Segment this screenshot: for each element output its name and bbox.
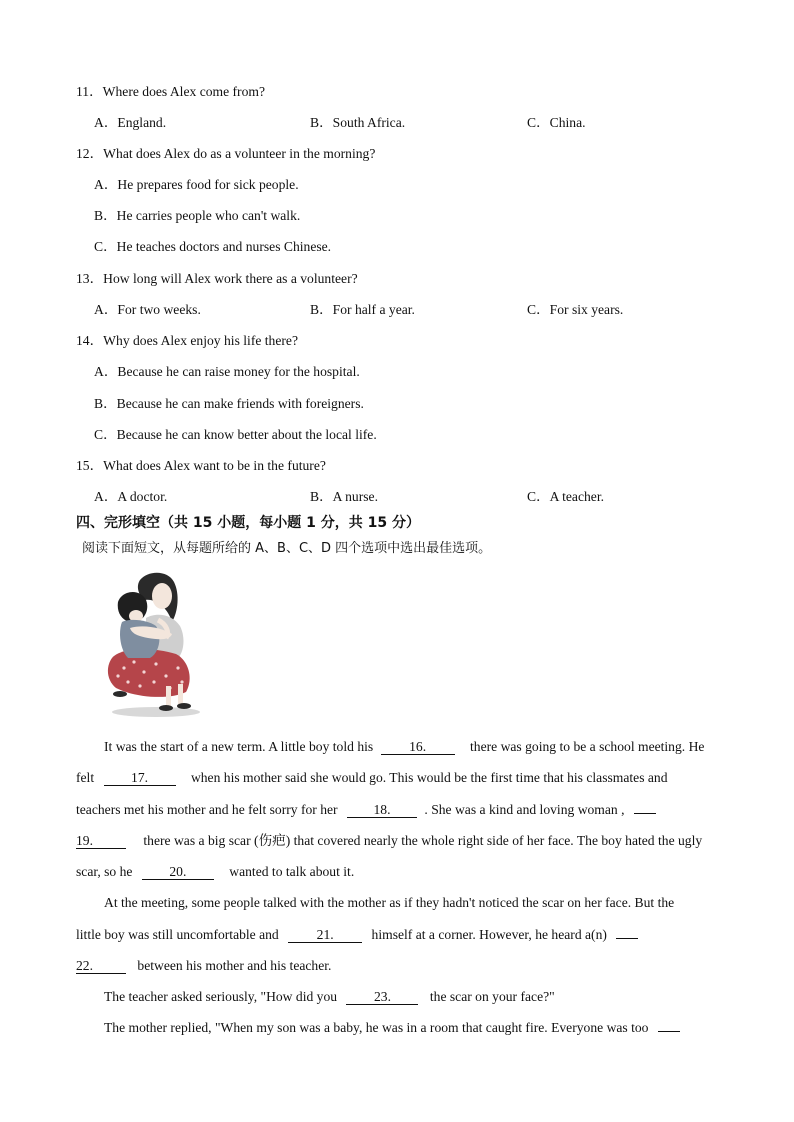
blank-17: 17. — [104, 770, 176, 786]
text-fragment: felt — [76, 770, 95, 785]
q11-option-c: C．China. — [527, 115, 586, 130]
question-13-stem: 13．How long will Alex work there as a volunteer? — [76, 271, 358, 286]
blank-24-start — [658, 1031, 680, 1032]
q12-option-a: A．He prepares food for sick people. — [94, 177, 299, 192]
q13-option-a: A．For two weeks. — [94, 302, 201, 317]
q15-option-c: C．A teacher. — [527, 489, 605, 504]
passage-line-9 — [104, 988, 555, 1006]
section-title: 四、完形填空（共 15 小题，每小题 1 分，共 15 分） — [76, 515, 420, 531]
q11-option-b: B．South Africa. — [310, 115, 406, 130]
q12-option-b: B．He carries people who can't walk. — [94, 208, 301, 223]
passage-line-10 — [104, 1019, 680, 1037]
blank-20: 20. — [142, 864, 214, 880]
blank-16: 16. — [381, 739, 455, 755]
q13-option-b: B．For half a year. — [310, 302, 415, 317]
passage-line-2 — [76, 769, 668, 787]
mother-hugging-child-illustration — [100, 568, 206, 720]
blank-21: 21. — [288, 927, 362, 943]
text-fragment: little boy was still uncomfortable and — [76, 927, 279, 942]
text-fragment: The teacher asked seriously, "How did you — [104, 989, 338, 1004]
q12-option-c: C．He teaches doctors and nurses Chinese. — [94, 239, 332, 254]
passage-line-1 — [104, 738, 704, 756]
text-fragment: there was going to be a school meeting. He — [470, 739, 705, 754]
text-fragment: . She was a kind and loving woman , — [424, 802, 625, 817]
question-15-stem: 15．What does Alex want to be in the future? — [76, 458, 326, 473]
passage-line-8 — [76, 957, 331, 975]
text-fragment: there was a big scar (伤疤) that covered nearly the whole right side of her face. The boy hated the ugly — [143, 833, 703, 848]
text-fragment: The mother replied, "When my son was a baby, he was in a room that caught fire. Everyone was too — [104, 1020, 649, 1035]
q13-option-c: C．For six years. — [527, 302, 624, 317]
passage-line-6: At the meeting, some people talked with the mother as if they hadn't noticed the scar on her face. But the — [104, 895, 675, 910]
blank-23: 23. — [346, 989, 418, 1005]
blank-19-start — [634, 813, 656, 814]
text-fragment: It was the start of a new term. A little boy told his — [104, 739, 374, 754]
blank-22-start — [616, 938, 638, 939]
text-fragment: when his mother said she would go. This would be the first time that his classmates and — [190, 770, 668, 785]
blank-19: 19. — [76, 833, 126, 849]
q14-option-b: B．Because he can make friends with foreigners. — [94, 396, 364, 411]
question-11-stem: 11．Where does Alex come from? — [76, 84, 265, 99]
text-fragment: scar, so he — [76, 864, 133, 879]
text-fragment: teachers met his mother and he felt sorry for her — [76, 802, 338, 817]
text-fragment: himself at a corner. However, he heard a(n) — [371, 927, 607, 942]
text-fragment: between his mother and his teacher. — [137, 958, 332, 973]
blank-18: 18. — [347, 802, 417, 818]
passage-line-4 — [76, 832, 702, 850]
q15-option-b: B．A nurse. — [310, 489, 378, 504]
q15-option-a: A．A doctor. — [94, 489, 168, 504]
text-fragment: wanted to talk about it. — [229, 864, 355, 879]
question-14-stem: 14．Why does Alex enjoy his life there? — [76, 333, 298, 348]
q14-option-a: A．Because he can raise money for the hospital. — [94, 364, 360, 379]
blank-22: 22. — [76, 958, 126, 974]
text-fragment: the scar on your face?" — [429, 989, 555, 1004]
section-instruction: 阅读下面短文，从每题所给的 A、B、C、D 四个选项中选出最佳选项。 — [82, 541, 492, 556]
passage-line-5 — [76, 863, 354, 881]
q11-option-a: A．England. — [94, 115, 167, 130]
question-12-stem: 12．What does Alex do as a volunteer in the morning? — [76, 146, 376, 161]
passage-line-7 — [76, 926, 638, 944]
passage-line-3 — [76, 801, 656, 819]
q14-option-c: C．Because he can know better about the local life. — [94, 427, 377, 442]
